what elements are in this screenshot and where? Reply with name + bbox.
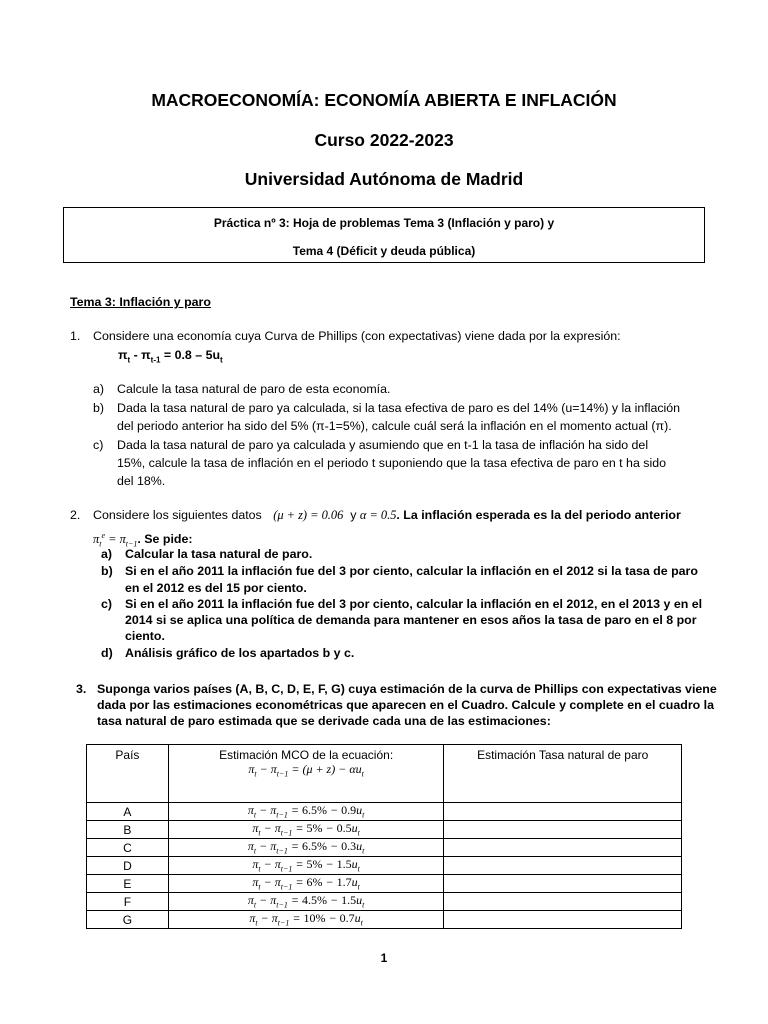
table-row xyxy=(87,839,682,857)
q2-b-label: b) xyxy=(101,564,113,578)
table-row xyxy=(87,803,682,821)
table-cell-equation: $\pi_t - \pi_{t-1} = 6\% - 1.7u_t$ xyxy=(168,875,444,893)
intercept-value: 10% xyxy=(303,911,326,926)
table-cell-country: C xyxy=(87,839,169,857)
intercept-value: 5% xyxy=(306,821,323,836)
q2-expectation: $\pi_t^e = \pi_{t-1}$. Se pide: xyxy=(93,531,193,549)
slope-value: 1.7 xyxy=(336,875,352,890)
intercept-value: 4.5% xyxy=(301,893,327,908)
table-cell-equation: $\pi_t - \pi_{t-1} = 4.5\% - 1.5u_t$ xyxy=(168,893,444,911)
q3-line1: Suponga varios países (A, B, C, D, E, F, G) cuya estimación de la curva de Phillips con expectativas viene xyxy=(97,682,717,696)
q1-c-label: c) xyxy=(93,438,104,452)
q1-b-label: b) xyxy=(93,401,105,415)
q2-a-text: Calcular la tasa natural de paro. xyxy=(125,547,313,561)
q2-se-pide: . Se pide: xyxy=(137,532,193,547)
q1-c-line1: Dada la tasa natural de paro ya calculada y asumiendo que en t-1 la tasa de inflación ha sido del xyxy=(117,438,649,452)
q2-c-line2: 2014 si se aplica una política de demanda para mantener en esos años la tasa de paro en el 8 por xyxy=(125,613,697,627)
table-cell-country: F xyxy=(87,893,169,911)
table-header-equation xyxy=(168,745,444,803)
intercept-value: 6.5% xyxy=(301,839,327,854)
table-cell-natural-rate xyxy=(444,839,682,857)
q1-number: 1. xyxy=(70,329,81,343)
table-row xyxy=(87,911,682,929)
table-cell-natural-rate xyxy=(444,875,682,893)
university-title: Universidad Autónoma de Madrid xyxy=(244,169,524,189)
practice-box xyxy=(63,207,705,263)
table-cell-equation: $\pi_t - \pi_{t-1} = 5\% - 0.5u_t$ xyxy=(168,821,444,839)
q1-equation: $\pi_t - \pi_{t-1} = 0.8 - 5u_t$ xyxy=(118,348,223,365)
q2-b-line1: Si en el año 2011 la inflación fue del 3 por ciento, calcular la inflación en el 2012 si la tasa de paro xyxy=(125,564,698,578)
slope-value: 0.7 xyxy=(339,911,355,926)
document-title: MACROECONOMÍA: ECONOMÍA ABIERTA E INFLACIÓN xyxy=(151,90,617,110)
q2-c-line3: ciento. xyxy=(125,629,165,643)
table-header-equation-formula: $\pi_t - \pi_{t-1} = (\mu + z) - \alpha u_t$ xyxy=(248,762,364,779)
table-row xyxy=(87,857,682,875)
practice-line-2: Tema 4 (Déficit y deuda pública) xyxy=(292,244,476,258)
q2-b-line2: en el 2012 es del 15 por ciento. xyxy=(125,581,307,595)
slope-value: 0.5 xyxy=(336,821,352,836)
course-title: Curso 2022-2023 xyxy=(314,130,454,150)
table-cell-equation: $\pi_t - \pi_{t-1} = 5\% - 1.5u_t$ xyxy=(168,857,444,875)
q2-c-label: c) xyxy=(101,597,113,611)
q2-intro: Considere los siguientes datos (μ + z) = 0.06 y α = 0.5. La inflación esperada es la del periodo anterior xyxy=(93,508,681,522)
intercept-value: 6.5% xyxy=(301,803,327,818)
table-cell-country: G xyxy=(87,911,169,929)
table-cell-country: A xyxy=(87,803,169,821)
slope-value: 1.5 xyxy=(336,857,352,872)
q3-line3: tasa natural de paro estimada que se derivade cada una de las estimaciones: xyxy=(97,714,551,728)
practice-line-1: Práctica nº 3: Hoja de problemas Tema 3 (Inflación y paro) y xyxy=(213,216,555,230)
table-cell-natural-rate xyxy=(444,893,682,911)
q2-d-text: Análisis gráfico de los apartados b y c. xyxy=(125,646,355,660)
q3-number: 3. xyxy=(76,682,87,696)
q1-b-line1: Dada la tasa natural de paro ya calculada, si la tasa efectiva de paro es del 14% (u=14%) y la inflación xyxy=(117,401,681,415)
q1-c-line2: 15%, calcule la tasa de inflación en el periodo t suponiendo que la tasa efectiva de paro en t ha sido xyxy=(117,456,667,470)
table-cell-natural-rate xyxy=(444,803,682,821)
table-header-country: País xyxy=(87,745,169,803)
table-cell-equation: $\pi_t - \pi_{t-1} = 10\% - 0.7u_t$ xyxy=(168,911,444,929)
q2-intro-end: . La inflación esperada es la del periodo anterior xyxy=(396,508,681,522)
q1-intro: Considere una economía cuya Curva de Phillips (con expectativas) viene dada por la expresión: xyxy=(93,329,621,343)
table-row xyxy=(87,893,682,911)
slope-value: 0.3 xyxy=(341,839,357,854)
table-cell-country: E xyxy=(87,875,169,893)
q2-intro-text: Considere los siguientes datos xyxy=(93,508,262,522)
table-cell-natural-rate xyxy=(444,911,682,929)
intercept-value: 6% xyxy=(306,875,323,890)
q2-a-label: a) xyxy=(101,547,113,561)
q2-number: 2. xyxy=(70,508,81,522)
q2-c-line1: Si en el año 2011 la inflación fue del 3 por ciento, calcular la inflación en el 2012, en el 2013 y en el xyxy=(125,597,703,611)
table-cell-country: B xyxy=(87,821,169,839)
q1-b-line2: del periodo anterior ha sido del 5% (π-1=5%), calcule cuál será la inflación en el momento actual (π). xyxy=(117,419,672,433)
q1-a-text: Calcule la tasa natural de paro de esta economía. xyxy=(117,382,391,396)
table-cell-equation: $\pi_t - \pi_{t-1} = 6.5\% - 0.3u_t$ xyxy=(168,839,444,857)
table-cell-country: D xyxy=(87,857,169,875)
table-header-natural-rate: Estimación Tasa natural de paro xyxy=(444,745,682,803)
q2-intro-mid: y xyxy=(350,508,357,522)
slope-value: 1.5 xyxy=(341,893,357,908)
q3-line2: dada por las estimaciones econométricas que aparecen en el Cuadro. Calcule y complete en el cuadro la xyxy=(97,698,715,712)
phillips-table xyxy=(86,744,682,929)
q2-d-label: d) xyxy=(101,646,113,660)
table-cell-natural-rate xyxy=(444,857,682,875)
table-cell-equation: $\pi_t - \pi_{t-1} = 6.5\% - 0.9u_t$ xyxy=(168,803,444,821)
slope-value: 0.9 xyxy=(341,803,357,818)
table-row xyxy=(87,875,682,893)
page-number: 1 xyxy=(380,951,388,965)
q1-c-line3: del 18%. xyxy=(117,474,166,488)
table-cell-natural-rate xyxy=(444,821,682,839)
table-row xyxy=(87,821,682,839)
q1-a-label: a) xyxy=(93,382,105,396)
section-heading: Tema 3: Inflación y paro xyxy=(70,295,211,309)
table-header-row xyxy=(87,745,682,803)
table-header-equation-label: Estimación MCO de la ecuación: xyxy=(219,748,394,762)
intercept-value: 5% xyxy=(306,857,323,872)
